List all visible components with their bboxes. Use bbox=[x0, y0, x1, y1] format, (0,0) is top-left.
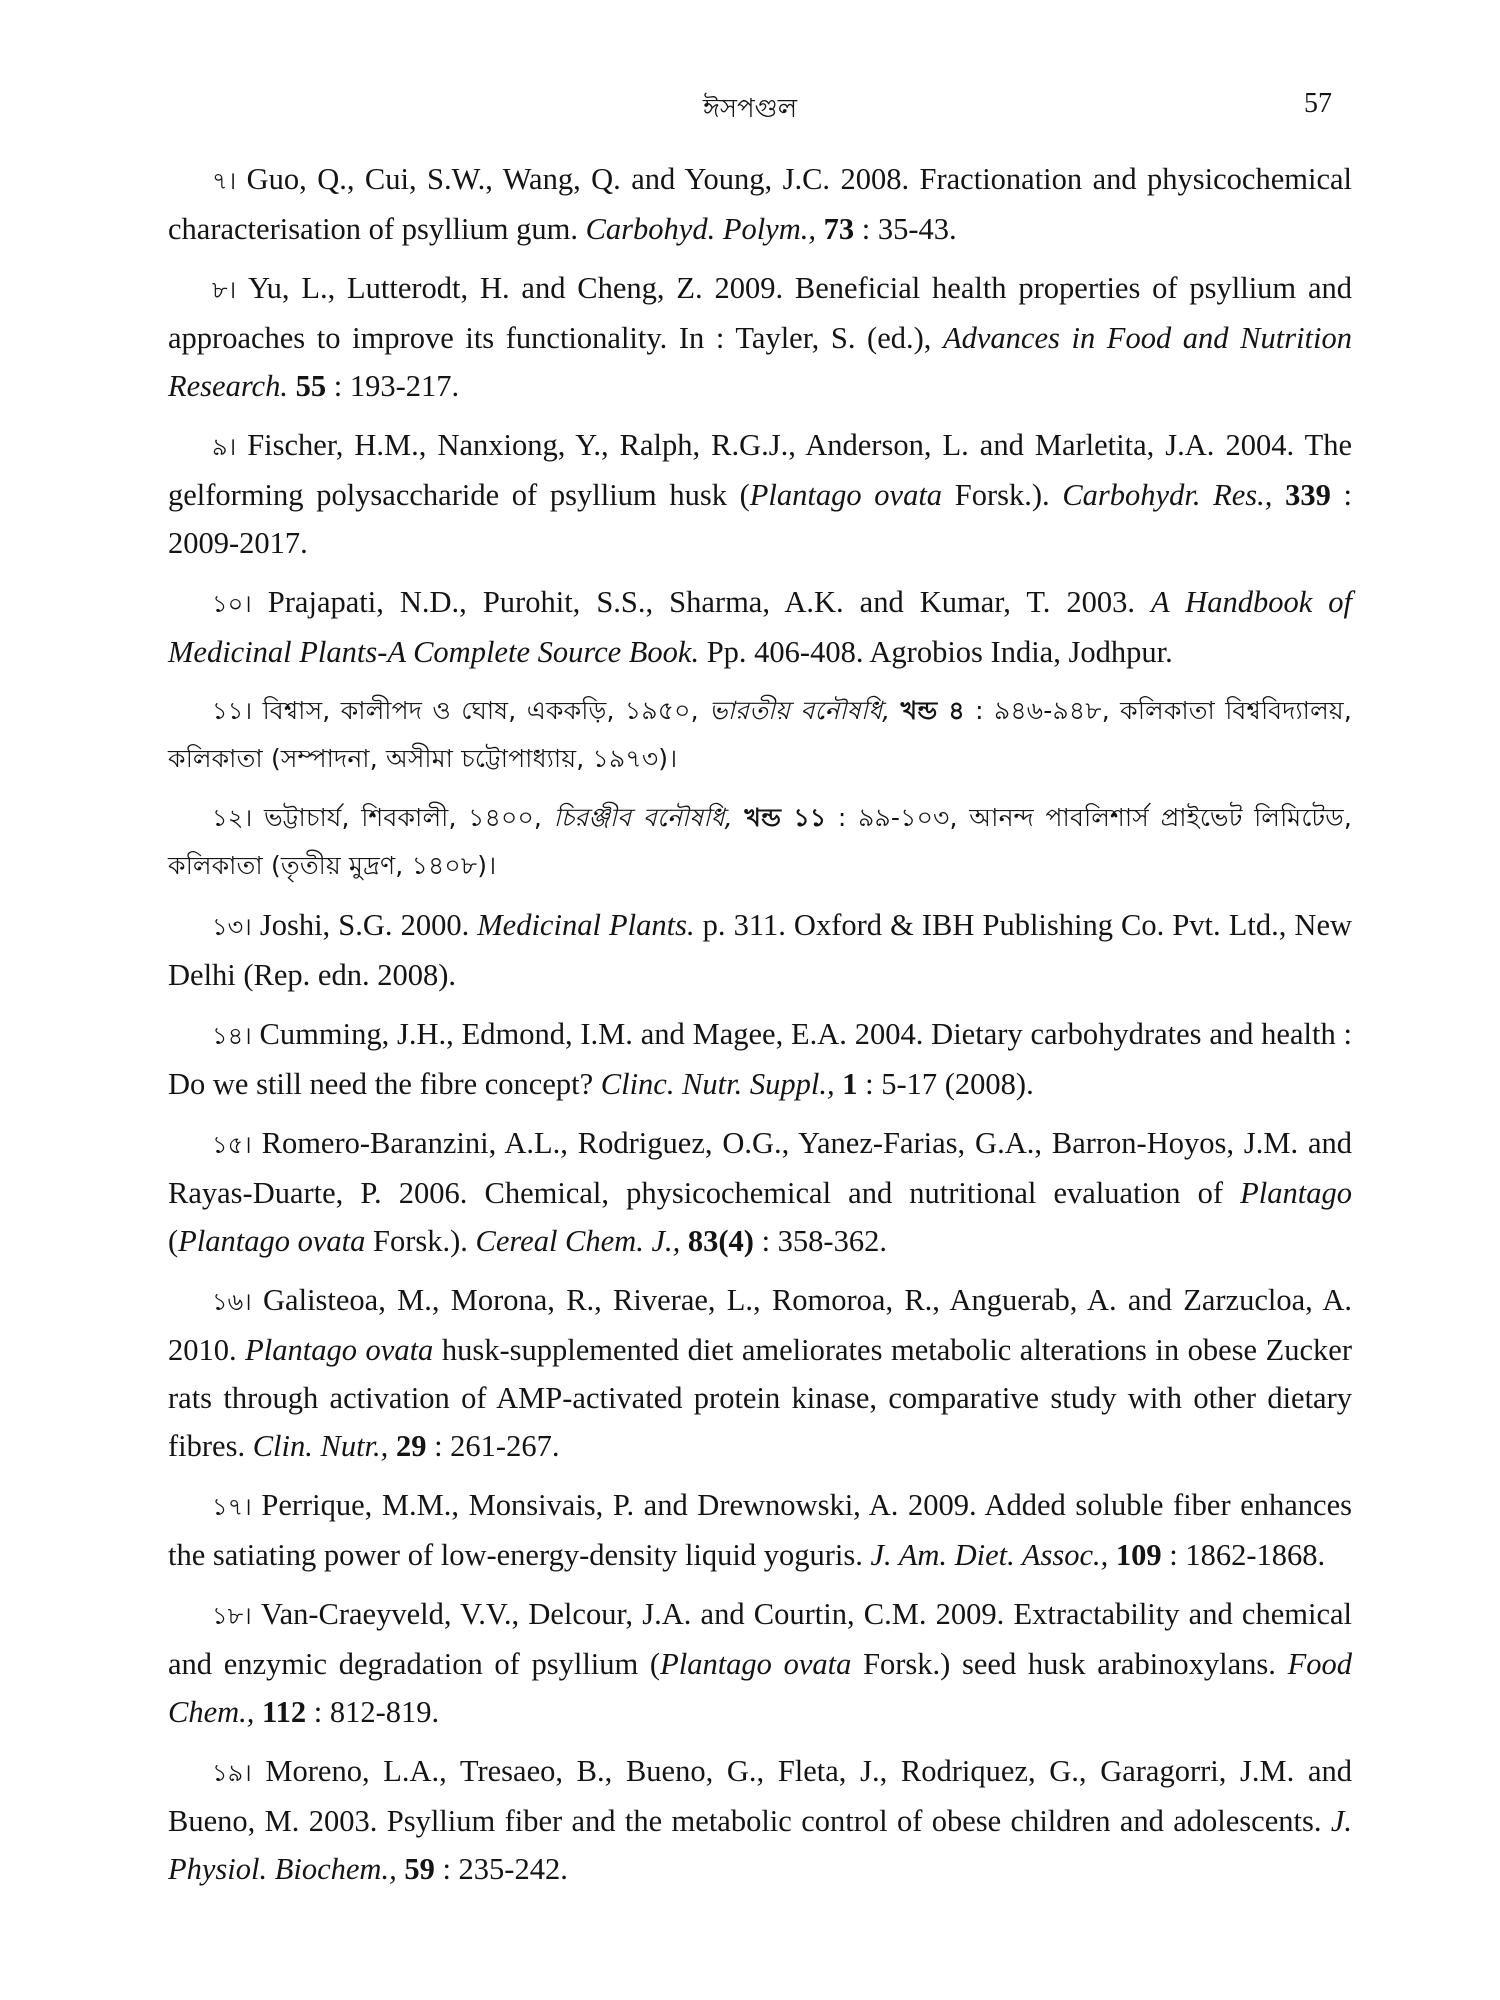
reference-entry bbox=[168, 578, 1352, 676]
reference-text: ( bbox=[168, 1224, 179, 1258]
reference-italic-text: Cereal Chem. J., bbox=[475, 1224, 681, 1258]
reference-entry bbox=[168, 1119, 1352, 1265]
running-header-title: ঈসপগুল bbox=[702, 94, 798, 124]
reference-number: ১০। bbox=[212, 590, 252, 618]
reference-italic-text: Plantago ovata bbox=[749, 478, 943, 512]
reference-text bbox=[254, 1695, 262, 1729]
reference-text bbox=[388, 1429, 396, 1463]
reference-bold-text: 109 bbox=[1115, 1538, 1162, 1572]
reference-text: বিশ্বাস, কালীপদ ও ঘোষ, এককড়ি, ১৯৫০, bbox=[252, 696, 710, 725]
reference-bold-text: 59 bbox=[404, 1852, 435, 1886]
reference-number: ৭। bbox=[212, 167, 237, 195]
reference-text: Fischer, H.M., Nanxiong, Y., Ralph, R.G.J., Anderson, L. and Marletita, J.A. 2004. The gelforming polysaccharide of psyllium husk ( bbox=[168, 428, 1352, 512]
reference-number: ১৩। bbox=[212, 913, 252, 941]
reference-text: : ৯৪৬-৯৪৮, কলিকাতা বিশ্ববিদ্যালয়, কলিকাতা (সম্পাদনা, অসীমা চট্টোপাধ্যায়, ১৯৭৩)। bbox=[168, 696, 1352, 773]
reference-text: Pp. 406-408. Agrobios India, Jodhpur. bbox=[699, 635, 1173, 669]
page-number: 57 bbox=[1304, 88, 1332, 119]
reference-italic-text: Plantago ovata bbox=[660, 1647, 852, 1681]
reference-text: Forsk.) seed husk arabinoxylans. bbox=[851, 1647, 1288, 1681]
reference-entry bbox=[168, 264, 1352, 410]
reference-text: Cumming, J.H., Edmond, I.M. and Magee, E.A. 2004. Dietary carbohydrates and health : Do we still need the fibre concept? bbox=[168, 1017, 1352, 1101]
reference-italic-text: Food Chem., bbox=[168, 1647, 1352, 1729]
reference-text bbox=[1108, 1538, 1116, 1572]
reference-entry bbox=[168, 794, 1352, 890]
reference-number: ৯। bbox=[212, 433, 237, 461]
reference-italic-text: J. Am. Diet. Assoc., bbox=[870, 1538, 1109, 1572]
reference-text: Galisteoa, M., Morona, R., Riverae, L., Romoroa, R., Anguerab, A. and Zarzucloa, A. 2010. bbox=[168, 1283, 1352, 1367]
reference-text: Romero-Baranzini, A.L., Rodriguez, O.G., Yanez-Farias, G.A., Barron-Hoyos, J.M. and Rayas-Duarte, P. 2006. Chemical, physicochemical and nutritional evaluation of bbox=[168, 1126, 1352, 1210]
reference-text bbox=[816, 212, 824, 246]
reference-number: ১৮। bbox=[212, 1602, 252, 1630]
reference-text: Guo, Q., Cui, S.W., Wang, Q. and Young, J.C. 2008. Fractionation and physicochemical characterisation of psyllium gum. bbox=[168, 162, 1352, 246]
reference-italic-text: Plantago ovata bbox=[178, 1224, 366, 1258]
reference-entry bbox=[168, 421, 1352, 567]
reference-italic-text: Clinc. Nutr. Suppl., bbox=[600, 1067, 835, 1101]
reference-entry bbox=[168, 1481, 1352, 1579]
reference-text: : 235-242. bbox=[434, 1852, 568, 1886]
reference-text bbox=[1272, 478, 1285, 512]
reference-text: : 1862-1868. bbox=[1161, 1538, 1326, 1572]
reference-bold-text: 29 bbox=[395, 1429, 427, 1463]
reference-italic-text: Carbohydr. Res., bbox=[1062, 478, 1273, 512]
reference-text: : 261-267. bbox=[426, 1429, 560, 1463]
reference-text bbox=[733, 803, 745, 832]
reference-number: ১৭। bbox=[212, 1493, 252, 1521]
reference-bold-text: খন্ড ১১ bbox=[744, 803, 827, 832]
reference-text: p. 311. Oxford & IBH Publishing Co. Pvt. Ltd., New Delhi (Rep. edn. 2008). bbox=[168, 908, 1353, 992]
reference-text: husk-supplemented diet ameliorates metabolic alterations in obese Zucker rats through activation of AMP-activated protein kinase, comparative study with other dietary fibres. bbox=[168, 1333, 1352, 1463]
reference-list bbox=[168, 155, 1352, 1904]
reference-entry bbox=[168, 687, 1352, 783]
reference-italic-text: Advances in Food and Nutrition Research. bbox=[168, 321, 1353, 403]
reference-italic-text: চিরঞ্জীব বনৌষধি, bbox=[553, 803, 733, 832]
reference-italic-text: Carbohyd. Polym., bbox=[585, 212, 816, 246]
reference-text: Yu, L., Lutterodt, H. and Cheng, Z. 2009. Beneficial health properties of psyllium and approaches to improve its functionality. In : Tayler, S. (ed.), bbox=[168, 271, 1352, 355]
reference-italic-text: A Handbook of Medicinal Plants-A Complete Source Book. bbox=[168, 585, 1352, 669]
reference-bold-text: 73 bbox=[823, 212, 855, 246]
reference-text: : 812-819. bbox=[306, 1695, 440, 1729]
reference-bold-text: 83(4) bbox=[687, 1224, 754, 1258]
reference-italic-text: Clin. Nutr., bbox=[252, 1429, 389, 1463]
reference-entry bbox=[168, 1747, 1352, 1893]
reference-bold-text: খন্ড ৪ bbox=[900, 696, 965, 725]
reference-text: : 5-17 (2008). bbox=[857, 1067, 1034, 1101]
reference-bold-text: 339 bbox=[1285, 478, 1331, 512]
reference-bold-text: 112 bbox=[262, 1695, 307, 1729]
reference-number: ১৬। bbox=[212, 1288, 252, 1316]
reference-text: Prajapati, N.D., Purohit, S.S., Sharma, A.K. and Kumar, T. 2003. bbox=[251, 585, 1152, 619]
reference-number: ১৪। bbox=[212, 1022, 252, 1050]
reference-bold-text: 55 bbox=[295, 369, 327, 403]
reference-text: Joshi, S.G. 2000. bbox=[251, 908, 478, 942]
reference-italic-text: Plantago bbox=[1240, 1176, 1352, 1210]
reference-text bbox=[288, 369, 296, 403]
reference-entry bbox=[168, 1590, 1352, 1736]
reference-entry bbox=[168, 1010, 1352, 1108]
reference-text bbox=[890, 696, 900, 725]
reference-text: Forsk.). bbox=[942, 478, 1063, 512]
reference-entry bbox=[168, 1276, 1352, 1470]
reference-italic-text: Medicinal Plants. bbox=[477, 908, 695, 942]
reference-bold-text: 1 bbox=[842, 1067, 858, 1101]
reference-italic-text: J. Physiol. Biochem., bbox=[168, 1804, 1352, 1886]
reference-text: : 193-217. bbox=[326, 369, 460, 403]
reference-text bbox=[680, 1224, 688, 1258]
reference-text: Perrique, M.M., Monsivais, P. and Drewnowski, A. 2009. Added soluble fiber enhances the satiating power of low-energy-density liquid yoguris. bbox=[168, 1488, 1352, 1572]
reference-text: ভট্টাচার্য, শিবকালী, ১৪০০, bbox=[252, 803, 554, 832]
reference-italic-text: Plantago ovata bbox=[245, 1333, 434, 1367]
reference-text: : 35-43. bbox=[854, 212, 957, 246]
reference-text: : 358-362. bbox=[753, 1224, 887, 1258]
reference-text: : 2009-2017. bbox=[168, 478, 1353, 560]
reference-number: ১১। bbox=[212, 697, 253, 725]
reference-number: ১৫। bbox=[212, 1131, 252, 1159]
reference-entry bbox=[168, 901, 1352, 999]
reference-text: Van-Craeyveld, V.V., Delcour, J.A. and Courtin, C.M. 2009. Extractability and chemical and enzymic degradation of psyllium ( bbox=[168, 1597, 1352, 1681]
reference-number: ১২। bbox=[212, 804, 253, 832]
reference-number: ১৯। bbox=[212, 1759, 252, 1787]
running-header bbox=[168, 88, 1332, 132]
reference-text: : ৯৯-১০৩, আনন্দ পাবলিশার্স প্রাইভেট লিমিটেড, কলিকাতা (তৃতীয় মুদ্রণ, ১৪০৮)। bbox=[168, 803, 1352, 880]
reference-number: ৮। bbox=[212, 276, 237, 304]
reference-italic-text: ভারতীয় বনৌষধি, bbox=[709, 696, 891, 725]
reference-entry bbox=[168, 155, 1352, 253]
reference-text: Forsk.). bbox=[365, 1224, 476, 1258]
reference-text: Moreno, L.A., Tresaeo, B., Bueno, G., Fleta, J., Rodriquez, G., Garagorri, J.M. and Bueno, M. 2003. Psyllium fiber and the metabolic control of obese children and adolescents. bbox=[168, 1754, 1352, 1838]
